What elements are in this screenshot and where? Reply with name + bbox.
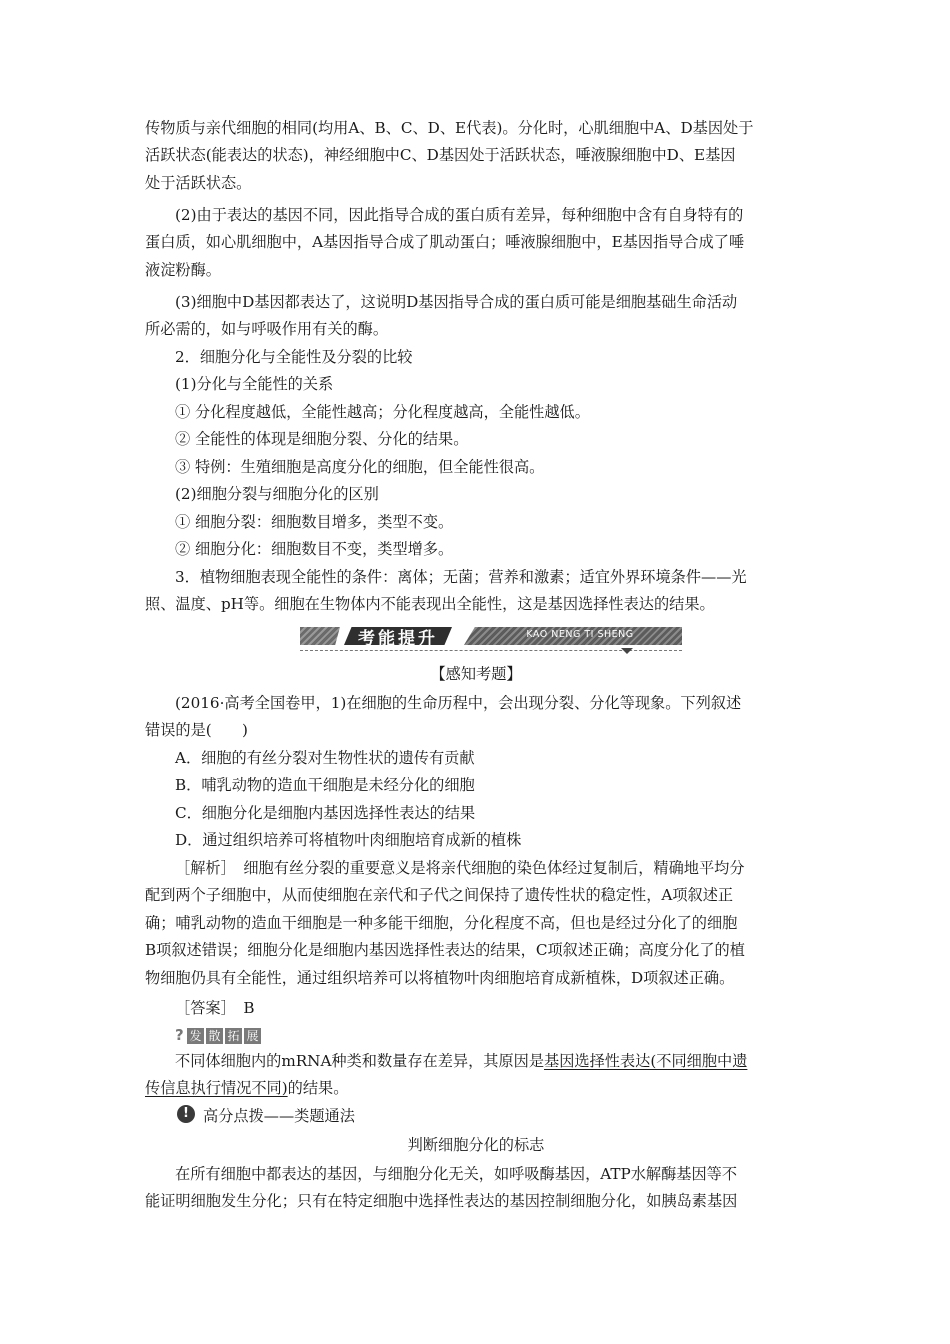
paragraph-line: 蛋白质，如心肌细胞中，A基因指导合成了肌动蛋白；唾液腺细胞中，E基因指导合成了唾: [145, 233, 745, 251]
analysis-line: 配到两个子细胞中，从而使细胞在亲代和子代之间保持了遗传性状的稳定性，A项叙述正: [145, 886, 734, 904]
paragraph-line: 传物质与亲代细胞的相同(均用A、B、C、D、E代表)。分化时，心肌细胞中A、D基因处于: [145, 119, 754, 137]
question-mark-icon: ?: [175, 1026, 184, 1044]
paragraph-line: 照、温度、pH等。细胞在生物体内不能表现出全能性，这是基因选择性表达的结果。: [145, 595, 715, 613]
banner-title: 考能提升: [358, 629, 438, 649]
extension-underlined: 传信息执行情况不同): [145, 1079, 288, 1097]
tip-line: 能证明细胞发生分化；只有在特定细胞中选择性表达的基因控制细胞分化，如胰岛素基因: [145, 1192, 738, 1210]
list-item: ③ 特例：生殖细胞是高度分化的细胞，但全能性很高。: [175, 458, 545, 476]
tip-heading: 判断细胞分化的标志: [407, 1136, 545, 1154]
list-item: ① 分化程度越低，全能性越高；分化程度越高，全能性越低。: [175, 403, 590, 421]
analysis-line: ［解析］ 细胞有丝分裂的重要意义是将亲代细胞的染色体经过复制后，精确地平均分: [175, 859, 745, 877]
paragraph-line: 处于活跃状态。: [145, 174, 252, 192]
banner-subtitle: KAO NENG TI SHENG: [526, 629, 634, 640]
section-heading: 3．植物细胞表现全能性的条件：离体；无菌；营养和激素；适宜外界环境条件——光: [175, 568, 747, 586]
section-label: 【感知考题】: [430, 665, 522, 683]
extension-line: [175, 1051, 747, 1071]
analysis-line: B项叙述错误；细胞分化是细胞内基因选择性表达的结果，C项叙述正确；高度分化了的植: [145, 941, 745, 959]
paragraph-line: (3)细胞中D基因都表达了，这说明D基因指导合成的蛋白质可能是细胞基础生命活动: [175, 293, 738, 311]
banner-stripe: [300, 627, 340, 645]
option-d: D．通过组织培养可将植物叶肉细胞培育成新的植株: [175, 831, 522, 849]
tag-char: 拓: [225, 1028, 242, 1044]
tip-label: 高分点拨——类题通法: [203, 1107, 355, 1125]
extension-line: [145, 1078, 348, 1098]
paragraph-line: 所必需的，如与呼吸作用有关的酶。: [145, 320, 388, 338]
list-item: ① 细胞分裂：细胞数目增多，类型不变。: [175, 513, 454, 531]
tag-char: 发: [187, 1028, 204, 1044]
paragraph-line: 液淀粉酶。: [145, 261, 221, 279]
banner-pointer-icon: [621, 648, 633, 654]
tip-line: 在所有细胞中都表达的基因，与细胞分化无关，如呼吸酶基因，ATP水解酶基因等不: [175, 1165, 738, 1183]
question-stem: 错误的是( ): [145, 721, 248, 739]
analysis-line: 确；哺乳动物的造血干细胞是一种多能干细胞，分化程度不高，但也是经过分化了的细胞: [145, 914, 738, 932]
option-b: B．哺乳动物的造血干细胞是未经分化的细胞: [175, 776, 475, 794]
extension-text: 的结果。: [287, 1079, 349, 1097]
section-heading: 2．细胞分化与全能性及分裂的比较: [175, 348, 413, 366]
question-stem: (2016·高考全国卷甲，1)在细胞的生命历程中，会出现分裂、分化等现象。下列叙述: [175, 694, 742, 712]
alert-icon: !: [177, 1105, 195, 1123]
extension-underlined: 基因选择性表达(不同细胞中遗: [544, 1052, 748, 1070]
tag-char: 散: [206, 1028, 223, 1044]
section-banner: [300, 623, 682, 665]
subsection-heading: (1)分化与全能性的关系: [175, 375, 334, 393]
tag-char: 展: [244, 1028, 261, 1044]
list-item: ② 全能性的体现是细胞分裂、分化的结果。: [175, 430, 469, 448]
option-c: C．细胞分化是细胞内基因选择性表达的结果: [175, 804, 476, 822]
paragraph-line: 活跃状态(能表达的状态)，神经细胞中C、D基因处于活跃状态，唾液腺细胞中D、E基因: [145, 146, 736, 164]
list-item: ② 细胞分化：细胞数目不变，类型增多。: [175, 540, 454, 558]
option-a: A．细胞的有丝分裂对生物性状的遗传有贡献: [175, 749, 475, 767]
analysis-line: 物细胞仍具有全能性，通过组织培养可以将植物叶肉细胞培育成新植株，D项叙述正确。: [145, 969, 735, 987]
subsection-heading: (2)细胞分裂与细胞分化的区别: [175, 485, 379, 503]
answer: ［答案］ B: [175, 999, 255, 1017]
paragraph-line: (2)由于表达的基因不同，因此指导合成的蛋白质有差异，每种细胞中含有自身特有的: [175, 206, 744, 224]
extension-text: 不同体细胞内的mRNA种类和数量存在差异，其原因是: [175, 1052, 545, 1070]
